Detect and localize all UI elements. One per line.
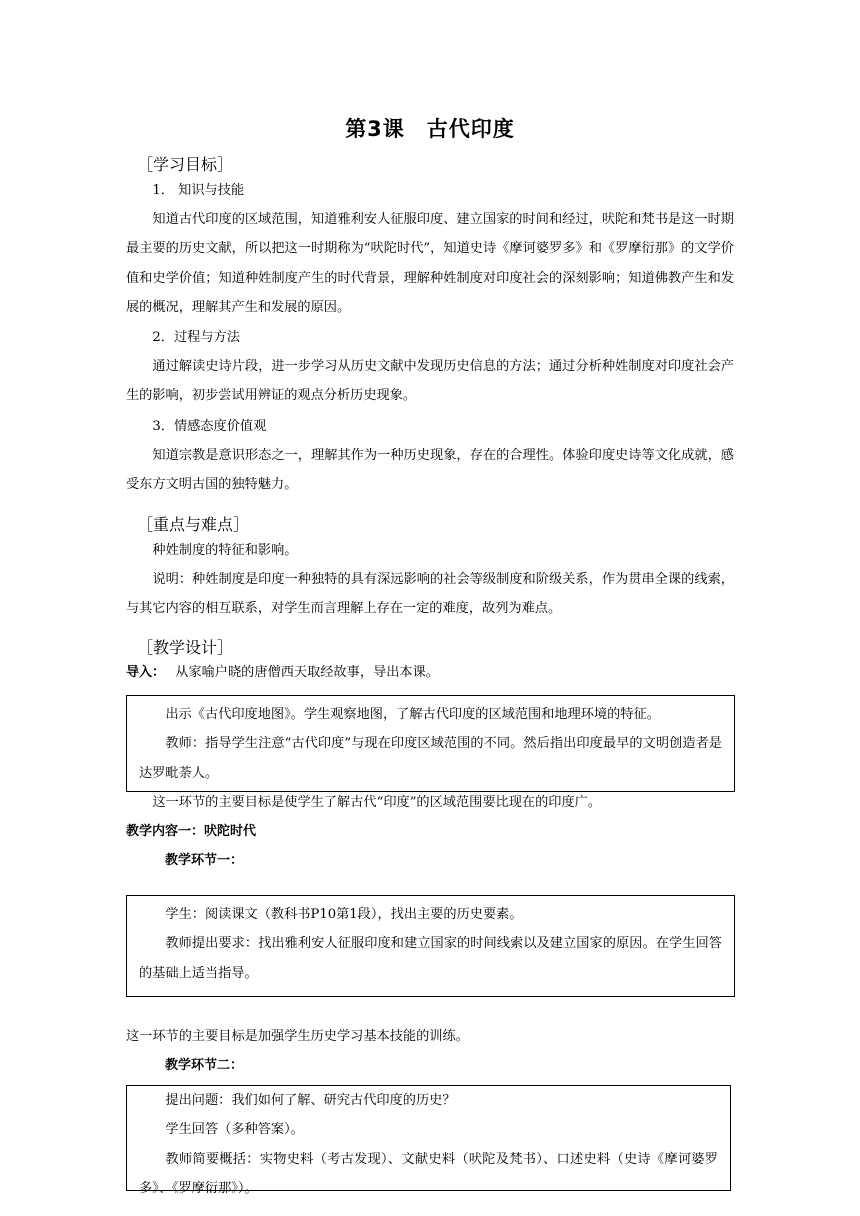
- box-reading-line-2: 教师提出要求：找出雅利安人征服印度和建立国家的时间线索以及建立国家的原因。在学生回答的基础上适当指导。: [139, 936, 722, 981]
- emotion-text: 知道宗教是意识形态之一，理解其作为一种历史现象，存在的合理性。体验印度史诗等文化成就，感受东方文明古国的独特魅力。: [126, 448, 734, 493]
- keypoints-header: ［重点与难点］: [137, 515, 250, 534]
- objectives-header: ［学习目标］: [137, 155, 234, 174]
- knowledge-text: 知道古代印度的区域范围，知道雅利安人征服印度、建立国家的时间和经过，吠陀和梵书是这一时期最主要的历史文献，所以把这一时期称为“吠陀时代”，知道史诗《摩诃婆罗多》和《罗摩衍那》的文学价值和史学价值；知道种姓制度产生的时代背景，理解种姓制度对印度社会的深刻影响；知道佛教产生和发展的概况，理解其产生和发展的原因。: [126, 212, 734, 316]
- map-goal-note: 这一环节的主要目标是使学生了解古代“印度”的区域范围要比现在的印度广。: [152, 795, 602, 810]
- step-two-heading: 教学环节二：: [165, 1058, 244, 1073]
- intro-label: 导入：: [126, 665, 166, 680]
- content-one-heading: 教学内容一：吠陀时代: [126, 824, 257, 839]
- activity-box-reading: [126, 895, 735, 997]
- knowledge-heading: 1． 知识与技能: [152, 183, 245, 198]
- emotion-heading: 3．情感态度价值观: [152, 419, 267, 434]
- process-text: 通过解读史诗片段，进一步学习从历史文献中发现历史信息的方法；通过分析种姓制度对印度社会产生的影响，初步尝试用辨证的观点分析历史现象。: [126, 359, 734, 404]
- intro-line: [126, 658, 734, 687]
- process-heading: 2．过程与方法: [152, 330, 240, 345]
- step-one-heading: 教学环节一：: [165, 853, 244, 868]
- box-sources-line-2: 学生回答（多种答案）。: [165, 1122, 304, 1138]
- box-reading-line-1: 学生：阅读课文（教科书P10第1段），找出主要的历史要素。: [165, 907, 523, 922]
- keypoints-note: 说明：种姓制度是印度一种独特的具有深远影响的社会等级制度和阶级关系，作为贯串全课的线索，与其它内容的相互联系，对学生而言理解上存在一定的难度，故列为难点。: [126, 572, 734, 617]
- activity-box-map: [126, 695, 735, 792]
- box-sources-line-1: 提出问题：我们如何了解、研究古代印度的历史？: [165, 1093, 456, 1108]
- keypoints-text: 种姓制度的特征和影响。: [152, 543, 298, 558]
- box-map-line-1: 出示《古代印度地图》。学生观察地图，了解古代印度的区域范围和地理环境的特征。: [165, 707, 660, 722]
- intro-text: 从家喻户晓的唐僧西天取经故事，导出本课。: [175, 665, 439, 680]
- design-header: ［教学设计］: [137, 638, 234, 657]
- box-sources-line-3: 教师简要概括：实物史料（考古发现）、文献史料（吠陀及梵书）、口述史料（史诗《摩诃婆罗多》、《罗摩衍那》）。: [139, 1151, 718, 1197]
- reading-goal-note: 这一环节的主要目标是加强学生历史学习基本技能的训练。: [126, 1029, 469, 1044]
- activity-box-sources: [126, 1085, 731, 1197]
- box-map-line-2: 教师：指导学生注意“古代印度”与现在印度区域范围的不同。然后指出印度最早的文明创造者是达罗毗荼人。: [139, 736, 722, 781]
- lesson-title: 第3课 古代印度: [345, 117, 515, 141]
